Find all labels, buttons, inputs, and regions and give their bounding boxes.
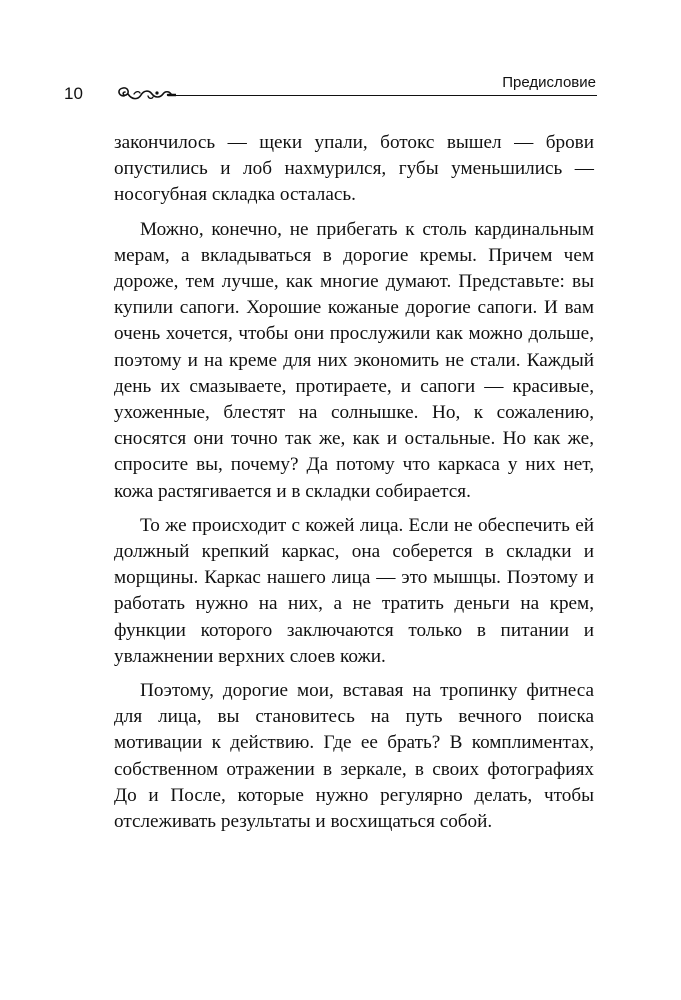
running-head: Предисловие [502,74,596,91]
paragraph: закончилось — щеки упали, ботокс вышел — брови опустились и лоб нахмурился, губы уменьшились — носогубная складка осталась. [114,132,594,206]
body-text [114,130,594,835]
flourish-icon [114,82,176,106]
paragraph: Можно, конечно, не прибегать к столь кардинальным мерам, а вкладываться в дорогие кремы. Причем чем дороже, тем лучше, как многие думают. Представьте: вы купили сапоги. Хорошие кожаные дорогие сапоги. И вам очень хочется, чтобы они прослужили как можно дольше, поэтому и на креме для них экономить не стали. Каждый день их смазываете, протираете, и сапоги — красивые, ухоженные, блестят на солнышке. Но, к сожалению, сносятся они точно так же, как и остальные. Но как же, спросите вы, почему? Да потому что каркаса у них нет, кожа растягивается и в складки собирается. [114,218,594,502]
paragraph: То же происходит с кожей лица. Если не обеспечить ей должный крепкий каркас, она соберется в складки и морщины. Каркас нашего лица — это мышцы. Поэтому и работать нужно на них, а не тратить деньги на крем, функции которого заключаются только в питании и увлажнении верхних слоев кожи. [114,514,594,667]
page-number: 10 [64,84,83,103]
header-rule [172,95,597,96]
paragraph: Поэтому, дорогие мои, вставая на тропинку фитнеса для лица, вы становитесь на путь вечного поиска мотивации к действию. Где ее брать? В комплиментах, собственном отражении в зеркале, в своих фотографиях До и После, которые нужно регулярно делать, чтобы отслеживать результаты и восхищаться собой. [114,680,594,833]
